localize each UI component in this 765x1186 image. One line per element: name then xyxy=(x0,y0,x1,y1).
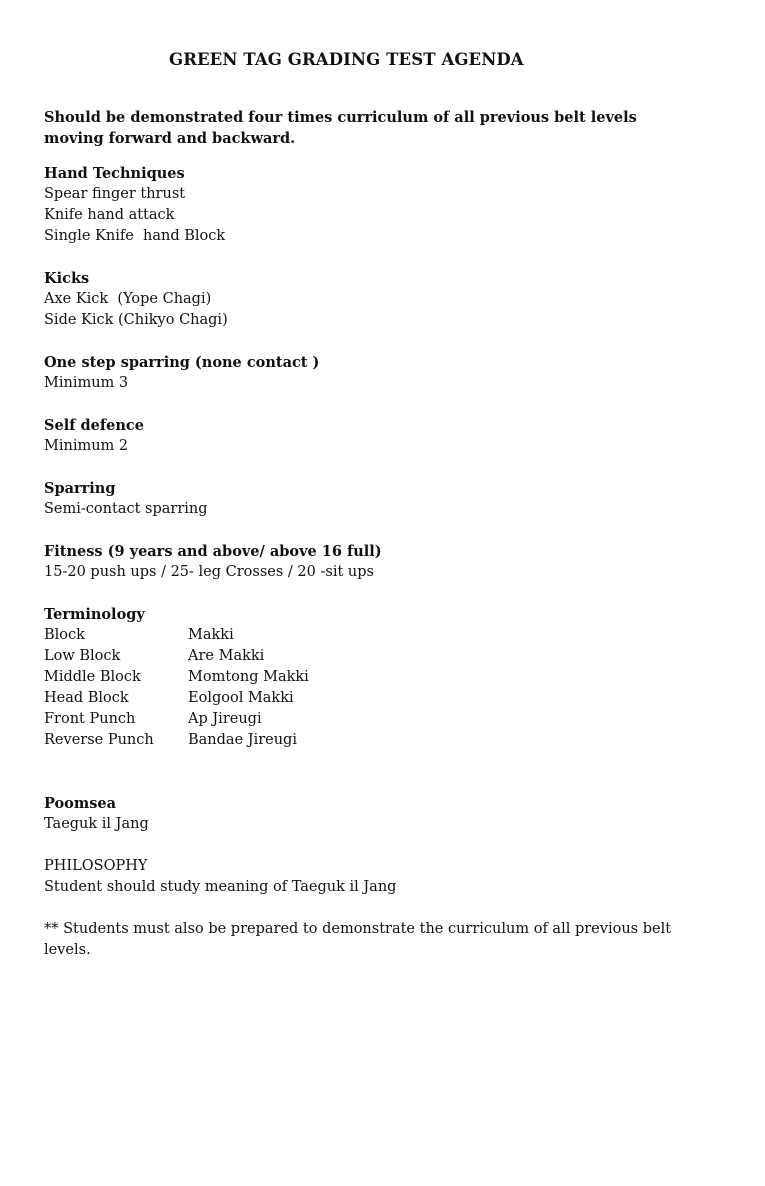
terminology-row xyxy=(44,730,684,751)
section-self-defence xyxy=(44,415,684,457)
term-korean: Momtong Makki xyxy=(188,669,309,685)
list-item: Minimum 3 xyxy=(44,375,129,391)
term-korean: Are Makki xyxy=(188,648,265,664)
list-item: Semi-contact sparring xyxy=(44,501,208,517)
agenda-content xyxy=(44,107,684,961)
section-heading: Sparring xyxy=(44,480,116,497)
spacer xyxy=(44,247,684,268)
spacer xyxy=(44,583,684,604)
spacer xyxy=(44,835,684,856)
terminology-row xyxy=(44,688,684,709)
spacer xyxy=(44,394,684,415)
section-heading: Fitness (9 years and above/ above 16 full) xyxy=(44,543,382,560)
section-heading: Hand Techniques xyxy=(44,165,185,182)
spacer xyxy=(44,751,684,772)
term-english: Low Block xyxy=(44,648,121,664)
term-english: Reverse Punch xyxy=(44,732,154,748)
section-sparring xyxy=(44,478,684,520)
list-item: Knife hand attack xyxy=(44,207,175,223)
list-item: Axe Kick (Yope Chagi) xyxy=(44,291,212,307)
list-item: Minimum 2 xyxy=(44,438,129,454)
section-terminology xyxy=(44,604,684,751)
intro-text: Should be demonstrated four times curriculum of all previous belt levels moving forward and backward. xyxy=(44,109,637,147)
list-item: Single Knife hand Block xyxy=(44,228,226,244)
spacer xyxy=(44,898,684,919)
list-item: Spear finger thrust xyxy=(44,186,186,202)
term-korean: Makki xyxy=(188,627,234,643)
section-fitness xyxy=(44,541,684,583)
list-item: Taeguk il Jang xyxy=(44,816,149,832)
spacer xyxy=(44,457,684,478)
page-title: GREEN TAG GRADING TEST AGENDA xyxy=(169,50,524,69)
term-english: Head Block xyxy=(44,690,129,706)
terminology-row xyxy=(44,709,684,730)
spacer xyxy=(44,772,684,793)
term-english: Block xyxy=(44,627,85,643)
terminology-row xyxy=(44,646,684,667)
list-item: 15-20 push ups / 25- leg Crosses / 20 -sit ups xyxy=(44,564,374,580)
term-english: Front Punch xyxy=(44,711,136,727)
term-english: Middle Block xyxy=(44,669,141,685)
section-poomsea xyxy=(44,793,684,835)
section-heading: PHILOSOPHY xyxy=(44,858,148,874)
term-korean: Eolgool Makki xyxy=(188,690,294,706)
term-korean: Ap Jireugi xyxy=(188,711,262,727)
terminology-row xyxy=(44,625,684,646)
list-item: Side Kick (Chikyo Chagi) xyxy=(44,312,228,328)
term-korean: Bandae Jireugi xyxy=(188,732,297,748)
section-kicks xyxy=(44,268,684,331)
section-philosophy xyxy=(44,856,684,898)
section-heading: Self defence xyxy=(44,417,144,434)
section-heading: Poomsea xyxy=(44,795,116,812)
section-hand-techniques xyxy=(44,163,684,247)
section-heading: One step sparring (none contact ) xyxy=(44,354,320,371)
section-one-step-sparring xyxy=(44,352,684,394)
section-heading: Kicks xyxy=(44,270,90,287)
spacer xyxy=(44,520,684,541)
list-item: Student should study meaning of Taeguk il Jang xyxy=(44,879,397,895)
footnote: ** Students must also be prepared to demonstrate the curriculum of all previous belt levels. xyxy=(44,921,672,958)
section-heading: Terminology xyxy=(44,606,145,623)
spacer xyxy=(44,331,684,352)
terminology-row xyxy=(44,667,684,688)
